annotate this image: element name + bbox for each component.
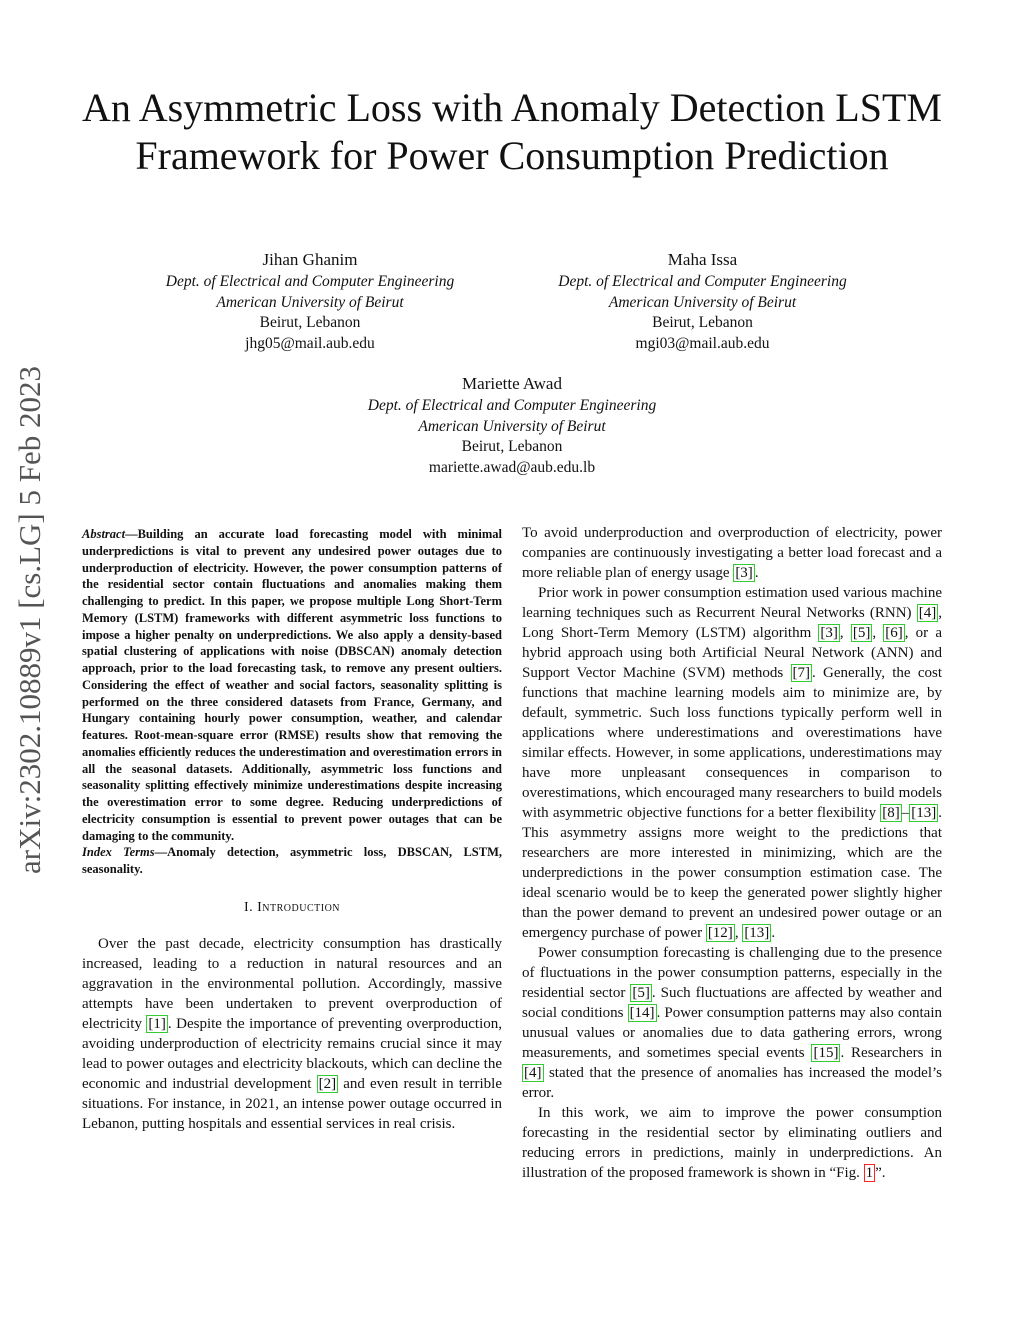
left-column	[82, 526, 502, 1134]
text-run: and even result in terrible situations. For instance, in 2021, an intense power outage occurred in Lebanon, putting hospitals and essential services in real crisis.	[82, 1075, 502, 1132]
author-block-1	[150, 248, 470, 355]
citation-link[interactable]: [14]	[629, 1005, 655, 1021]
citation-link[interactable]: [4]	[524, 1065, 542, 1081]
paper-title: An Asymmetric Loss with Anomaly Detection LSTM Framework for Power Consumption Prediction	[82, 85, 942, 178]
text-run: ,	[839, 625, 851, 641]
citation-link[interactable]: [15]	[813, 1045, 839, 1061]
citation-link[interactable]: [13]	[911, 805, 937, 821]
text-run: Over the past decade, electricity consumption has drastically increased, leading to a reduction in natural resources and an aggravation in the environmental pollution. Accordingly, massive attempts have been undertaken to prevent overproduction of electricity	[82, 935, 502, 1032]
author-city: Beirut, Lebanon	[652, 314, 753, 332]
citation-link[interactable]: [2]	[318, 1075, 337, 1092]
author-dept: Dept. of Electrical and Computer Engineering	[165, 273, 455, 290]
arxiv-stamp: arXiv:2302.10889v1 [cs.LG] 5 Feb 2023	[12, 366, 47, 874]
text-run: ,	[734, 925, 743, 941]
abstract	[82, 526, 502, 844]
citation-link[interactable]: [4]	[918, 605, 937, 621]
author-univ: American University of Beirut	[216, 293, 404, 311]
author-name: Maha Issa	[667, 250, 738, 269]
text-run: Power consumption forecasting is challenging due to the presence of fluctuations in the power consumption patterns, especially in the residential sector	[522, 945, 942, 1001]
author-name: Jihan Ghanim	[262, 250, 358, 269]
text-run: . This asymmetry assigns more weight to the predictions that researchers are more interested in minimizing, which are the underpredictions in the power consumption estimation case. The ideal scenario would be to keep the generated power slightly higher than the power demand to prevent an undesired power outage or an emergency purchase of power	[522, 805, 942, 941]
author-email[interactable]: mgi03@mail.aub.edu	[635, 335, 770, 353]
text-run: . Generally, the cost functions that machine learning models aim to minimize are, by default, symmetric. Such loss functions typically perform well in applications where underestimations and overestimations have similar effects. However, in some applications, underestimations may have more unpleasant consequences in comparison to overestimations, which encouraged many researchers to build models with asymmetric objective functions for a better flexibility	[522, 665, 942, 821]
author-univ: American University of Beirut	[418, 417, 606, 435]
citation-link[interactable]: [7]	[792, 665, 811, 681]
text-run: .	[771, 925, 776, 941]
text-run: ”.	[875, 1165, 886, 1181]
citation-link[interactable]: [8]	[882, 805, 900, 821]
citation-link[interactable]: [13]	[744, 925, 770, 941]
citation-link[interactable]: [1]	[148, 1015, 166, 1032]
section-title: Introduction	[257, 899, 341, 915]
author-univ: American University of Beirut	[608, 293, 797, 311]
abstract-label: Abstract	[82, 527, 126, 541]
citation-link[interactable]: [5]	[852, 625, 871, 641]
author-city: Beirut, Lebanon	[259, 314, 361, 332]
abstract-text: —Building an accurate load forecasting model with minimal underpredictions is vital to prevent any undesired power outages due to underproduction of electricity. However, the power consumption patterns of the residential sector contain fluctuations and anomalies making them challenging to predict. In this paper, we propose multiple Long Short-Term Memory (LSTM) frameworks with different asymmetric loss functions to impose a higher penalty on underpredictions. We also apply a density-based spatial clustering of applications with noise (DBSCAN) anomaly detection approach, prior to the load forecasting task, to remove any present oultiers. Considering the effect of weather and social factors, seasonality splitting is performed on the three considered datasets from France, Germany, and Hungary containing hourly power consumption, weather, and calendar features. Root-mean-square error (RMSE) results show that removing the anomalies efficiently reduces the underestimation and overestimation errors in all the seasonal datasets. Additionally, asymmetric loss functions and seasonality splitting effectively minimize underestimations despite increasing the overestimation error to some degree. Reducing underpredictions of electricity consumption is essential to prevent power outages that can be damaging to the community.	[82, 527, 502, 843]
citation-link[interactable]: [3]	[735, 565, 753, 581]
text-run: .	[754, 565, 759, 581]
text-run: –	[901, 805, 910, 821]
section-heading	[82, 898, 502, 918]
author-email[interactable]: mariette.awad@aub.edu.lb	[428, 459, 596, 477]
citation-link[interactable]: [6]	[885, 625, 903, 641]
text-run: . Power consumption patterns may also contain unusual values or anomalies due to data gathering errors, wrong measurements, and sometimes special events	[522, 1005, 942, 1061]
text-run: Prior work in power consumption estimation used various machine learning techniques such as Recurrent Neural Networks (RNN)	[522, 585, 942, 621]
citation-link[interactable]: [12]	[707, 925, 733, 941]
right-column	[522, 523, 942, 1183]
citation-link[interactable]: [3]	[820, 625, 838, 641]
right-paragraph-3	[522, 943, 942, 1103]
right-paragraph-1	[522, 523, 942, 583]
intro-paragraph-1	[82, 934, 502, 1134]
index-terms	[82, 844, 502, 878]
citation-link[interactable]: [5]	[632, 985, 650, 1001]
index-terms-label: Index Terms	[82, 845, 155, 860]
text-run: . Despite the importance of preventing overproduction, avoiding underproduction of electricity remains crucial since it may lead to power outages and electricity blackouts, which can decline the economic and industrial development	[82, 1015, 502, 1092]
text-run: . Such fluctuations are affected by weather and social conditions	[522, 985, 942, 1021]
author-city: Beirut, Lebanon	[461, 438, 563, 456]
figure-link[interactable]: 1	[865, 1165, 874, 1181]
text-run: , Long Short-Term Memory (LSTM) algorithm	[522, 605, 942, 641]
author-name: Mariette Awad	[462, 374, 562, 393]
author-email[interactable]: jhg05@mail.aub.edu	[245, 335, 375, 353]
right-paragraph-2	[522, 583, 942, 943]
author-block-2	[540, 248, 865, 355]
author-block-3	[347, 372, 677, 479]
text-run: . Researchers in	[840, 1045, 942, 1061]
text-run: In this work, we aim to improve the power consumption forecasting in the residential sector by eliminating outliers and reducing errors in predictions, mainly in underpredictions. An illustration of the proposed framework is shown in “Fig.	[522, 1105, 942, 1181]
text-run: , or a hybrid approach using both Artificial Neural Network (ANN) and Support Vector Machine (SVM) methods	[522, 625, 943, 681]
index-terms-text: —Anomaly detection, asymmetric loss, DBSCAN, LSTM, seasonality.	[82, 845, 502, 876]
section-numeral: I.	[243, 899, 254, 915]
right-paragraph-4	[522, 1103, 942, 1183]
text-run: ,	[872, 625, 884, 641]
author-dept: Dept. of Electrical and Computer Engineering	[558, 273, 847, 290]
text-run: To avoid underproduction and overproduction of electricity, power companies are continuously investigating a better load forecast and a more reliable plan of energy usage	[522, 525, 942, 581]
author-dept: Dept. of Electrical and Computer Engineering	[367, 397, 657, 414]
text-run: stated that the presence of anomalies has increased the model’s error.	[522, 1065, 942, 1101]
